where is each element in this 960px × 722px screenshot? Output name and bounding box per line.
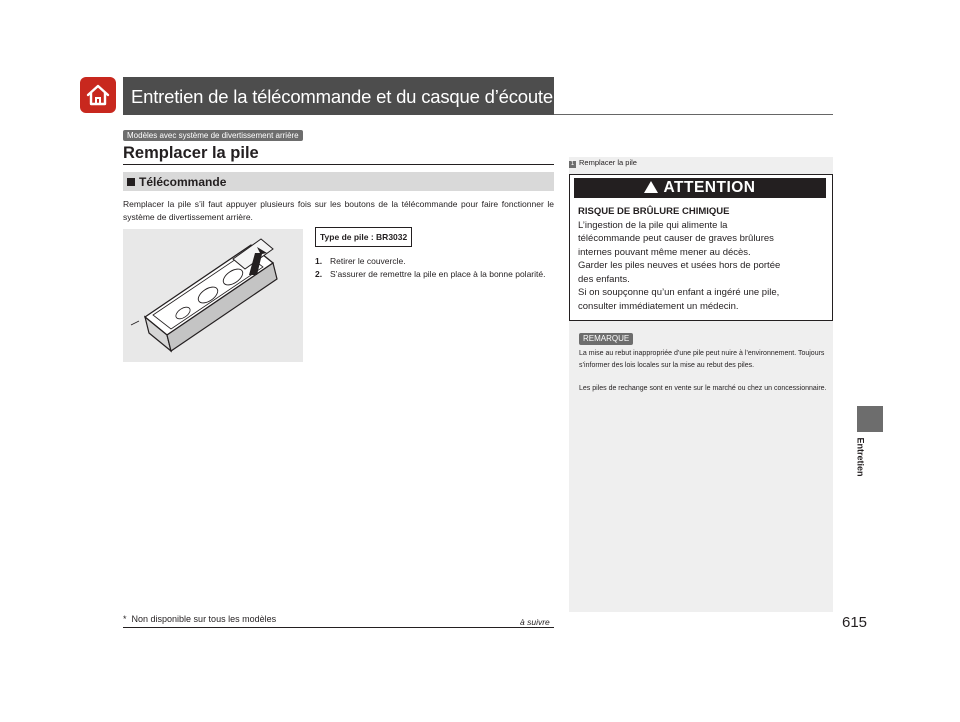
section-divider — [123, 164, 554, 165]
warning-line: consulter immédiatement un médecin. — [578, 300, 739, 312]
warning-text — [578, 205, 828, 313]
warning-line: L’ingestion de la pile qui alimente la — [578, 219, 728, 231]
remote-battery-illustration — [123, 229, 303, 362]
list-item: 2. S’assurer de remettre la pile en place à la bonne polarité. — [315, 269, 546, 279]
chapter-tab-label[interactable]: Entretien — [855, 437, 866, 477]
warning-triangle-icon — [644, 181, 658, 193]
warning-line: des enfants. — [578, 273, 630, 285]
remote-control-illustration — [123, 229, 303, 362]
sidebar-reference: 1 Remplacer la pile — [570, 158, 637, 167]
subsection-title: Télécommande — [127, 175, 226, 189]
note-badge: REMARQUE — [579, 333, 633, 345]
warning-line: télécommande peut causer de graves brûlures — [578, 233, 774, 244]
note-text — [579, 348, 829, 407]
reference-marker-icon: 1 — [570, 161, 575, 167]
warning-title: RISQUE DE BRÛLURE CHIMIQUE — [578, 206, 730, 217]
bottom-rule — [123, 627, 554, 628]
home-icon — [85, 82, 111, 108]
battery-type-label: Type de pile : BR3032 — [315, 227, 412, 247]
steps-list — [315, 255, 554, 281]
header-rule — [554, 114, 833, 115]
page-title: Entretien de la télécommande et du casque d’écoute sans fil* — [131, 84, 619, 107]
section-title: Remplacer la pile — [123, 144, 259, 162]
home-button[interactable] — [80, 77, 116, 113]
warning-line: internes pouvant même mener au décès. — [578, 246, 751, 258]
list-item: 1. Retirer le couvercle. — [315, 256, 406, 266]
chapter-tab[interactable] — [857, 406, 883, 432]
square-bullet-icon — [127, 178, 135, 186]
warning-line: Si on soupçonne qu’un enfant a ingéré une pile, — [578, 287, 780, 298]
model-badge: Modèles avec système de divertissement arrière — [123, 130, 303, 141]
warning-header: ATTENTION — [574, 178, 826, 198]
note-paragraph: Les piles de rechange sont en vente sur le marché ou chez un concessionnaire. — [579, 385, 827, 392]
intro-paragraph: Remplacer la pile s’il faut appuyer plusieurs fois sur les boutons de la télécommande pour faire fonctionner le système de divertissement arrière. — [123, 199, 554, 222]
note-paragraph: La mise au rebut inappropriée d’une pile peut nuire à l’environnement. Toujours s’informer des lois locales sur la mise au rebut des piles. — [579, 350, 825, 369]
page-number: 615 — [842, 614, 868, 631]
continued-label: à suivre — [520, 617, 550, 627]
footnote: * Non disponible sur tous les modèles — [123, 614, 277, 624]
warning-line: Garder les piles neuves et usées hors de portée — [578, 260, 781, 271]
